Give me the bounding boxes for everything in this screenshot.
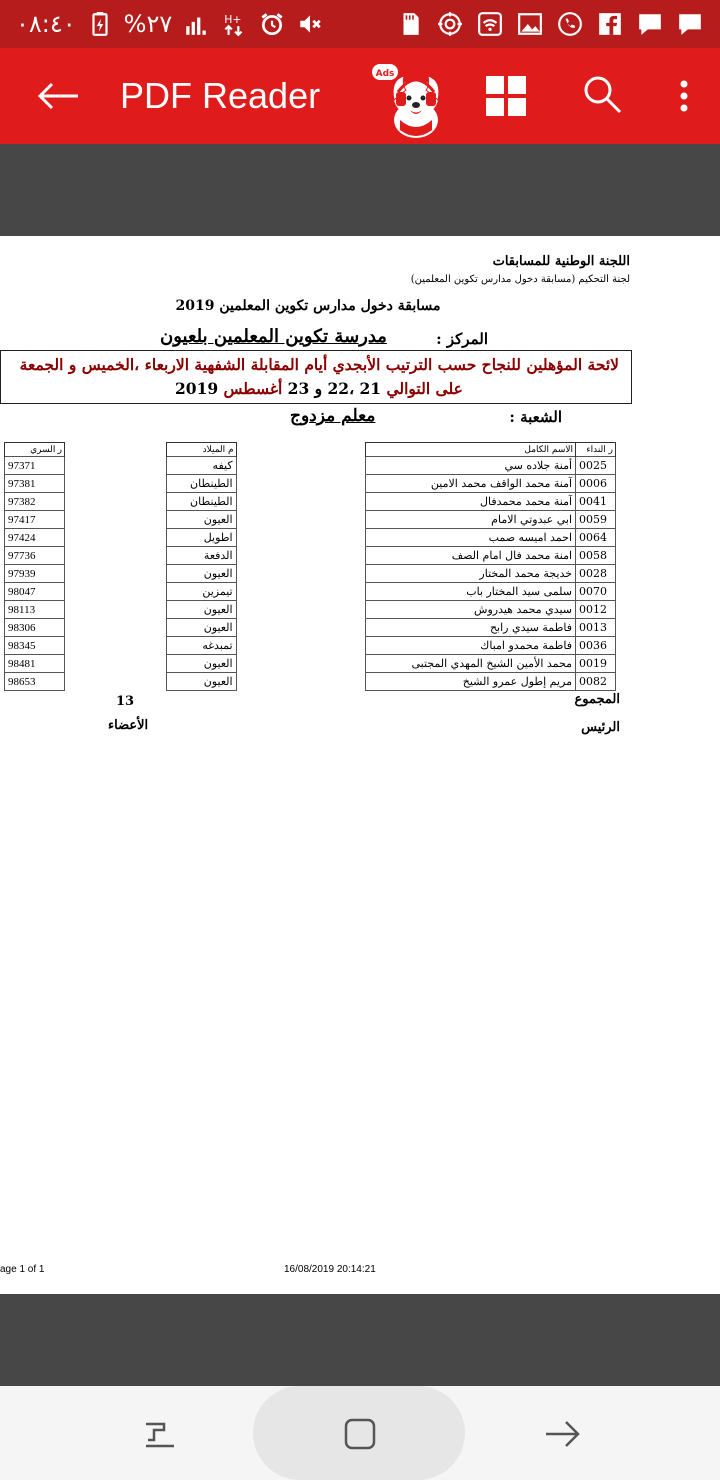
cell-full-name: فاطمة محمدو امباك	[366, 637, 576, 655]
cell-birthplace: العيون	[166, 673, 236, 691]
header-call-no: ر النداء	[576, 443, 616, 457]
cell-birthplace: العيون	[166, 619, 236, 637]
org-subtitle: لجنة التحكيم (مسابقة دخول مدارس تكوين المعلمين)	[410, 274, 630, 285]
cell-gap	[64, 493, 166, 511]
cell-birthplace: تمبدغه	[166, 637, 236, 655]
cell-secret-no: 97424	[5, 529, 65, 547]
cell-gap	[64, 547, 166, 565]
cell-gap	[64, 637, 166, 655]
cell-call-no: 0013	[576, 619, 616, 637]
cell-gap	[236, 565, 366, 583]
cell-birthplace: الدفعة	[166, 547, 236, 565]
cell-gap	[236, 655, 366, 673]
cell-gap	[64, 457, 166, 475]
status-bar	[0, 0, 720, 48]
table-row	[5, 511, 616, 529]
ads-label: Ads	[375, 69, 395, 79]
header-full-name: الاسم الكامل	[366, 443, 576, 457]
cell-secret-no: 98306	[5, 619, 65, 637]
sd-card-icon	[396, 10, 424, 38]
president-label: الرئيس	[581, 720, 620, 735]
table-row	[5, 565, 616, 583]
recent-apps-button[interactable]	[138, 1412, 182, 1456]
cell-gap	[236, 457, 366, 475]
header-secret-no: ر السري	[5, 443, 65, 457]
competition-title: مسابقة دخول مدارس تكوين المعلمين 2019	[175, 298, 441, 314]
cell-call-no: 0028	[576, 565, 616, 583]
cell-birthplace: كيفه	[166, 457, 236, 475]
location-icon	[436, 10, 464, 38]
battery-icon	[86, 10, 114, 38]
org-name: اللجنة الوطنية للمسابقات	[492, 254, 630, 269]
table-row	[5, 529, 616, 547]
total-label: المجموع	[574, 692, 620, 707]
signal-icon	[182, 10, 210, 38]
results-table	[4, 442, 616, 691]
cell-gap	[64, 601, 166, 619]
cell-secret-no: 98047	[5, 583, 65, 601]
message-icon	[636, 10, 664, 38]
cell-gap	[64, 655, 166, 673]
cell-secret-no: 98653	[5, 673, 65, 691]
cell-secret-no: 98113	[5, 601, 65, 619]
cell-gap	[64, 583, 166, 601]
center-value: مدرسة تكوين المعلمين بلعيون	[160, 326, 387, 347]
cell-gap	[236, 601, 366, 619]
cell-birthplace: اطويل	[166, 529, 236, 547]
notice-year: 2019	[175, 379, 219, 398]
notice-days: 21 ،22 و 23	[287, 379, 382, 398]
table-row	[5, 673, 616, 691]
back-icon	[540, 1412, 584, 1456]
cell-full-name: أمنة جلاده سي	[366, 457, 576, 475]
cell-gap	[236, 583, 366, 601]
cell-full-name: سلمى سيد المختار باب	[366, 583, 576, 601]
message-icon	[676, 10, 704, 38]
table-row	[5, 547, 616, 565]
arrow-left-icon	[36, 81, 80, 111]
cell-call-no: 0019	[576, 655, 616, 673]
cell-gap	[64, 511, 166, 529]
cell-full-name: محمد الأمين الشيخ المهدي المجتبى	[366, 655, 576, 673]
cell-gap	[236, 475, 366, 493]
back-arrow-button[interactable]	[30, 72, 86, 120]
header-gap	[236, 443, 366, 457]
cell-secret-no: 98481	[5, 655, 65, 673]
cell-secret-no: 97382	[5, 493, 65, 511]
cell-call-no: 0036	[576, 637, 616, 655]
results-table-wrap	[4, 442, 616, 691]
search-button[interactable]	[578, 70, 626, 118]
cell-gap	[236, 511, 366, 529]
cell-birthplace: العيون	[166, 601, 236, 619]
status-left	[16, 0, 324, 48]
cell-gap	[64, 619, 166, 637]
table-row	[5, 655, 616, 673]
center-label: المركز :	[436, 330, 488, 348]
notice-line-2	[175, 379, 463, 398]
cell-gap	[236, 637, 366, 655]
cell-gap	[236, 547, 366, 565]
app-bar	[0, 48, 720, 144]
branch-value: معلم مزدوج	[290, 406, 376, 426]
cell-secret-no: 97381	[5, 475, 65, 493]
cell-full-name: آمنة محمد محمدفال	[366, 493, 576, 511]
footer-datetime: 16/08/2019 20:14:21	[284, 1264, 376, 1275]
status-right	[396, 0, 704, 48]
table-row	[5, 493, 616, 511]
cell-full-name: ابي عبدوتي الامام	[366, 511, 576, 529]
header-gap	[64, 443, 166, 457]
table-header-row	[5, 443, 616, 457]
recent-apps-icon	[138, 1412, 182, 1456]
search-icon	[578, 70, 626, 118]
cell-secret-no: 97736	[5, 547, 65, 565]
members-label: الأعضاء	[108, 718, 149, 733]
cell-full-name: فاطمة سيدي رابح	[366, 619, 576, 637]
cell-gap	[236, 619, 366, 637]
system-nav-bar	[0, 1386, 720, 1480]
cell-birthplace: تيمزين	[166, 583, 236, 601]
cell-birthplace: العيون	[166, 511, 236, 529]
table-row	[5, 583, 616, 601]
cell-gap	[236, 529, 366, 547]
notice-line-1: لائحة المؤهلين للنجاح حسب الترتيب الأبجدي أيام المقابلة الشفهية الاربعاء ،الخميس و الجمعة	[19, 355, 619, 374]
notice-month: أغسطس	[218, 379, 288, 398]
cell-full-name: خديجة محمد المختار	[366, 565, 576, 583]
cell-call-no: 0070	[576, 583, 616, 601]
viewer-background-top	[0, 144, 720, 236]
cell-birthplace: الطينطان	[166, 493, 236, 511]
cell-gap	[236, 673, 366, 691]
cell-full-name: سيدي محمد هيدروش	[366, 601, 576, 619]
footer-page-number: age 1 of 1	[0, 1264, 45, 1275]
home-icon	[338, 1412, 382, 1456]
grid-icon	[484, 74, 528, 118]
cell-secret-no: 97371	[5, 457, 65, 475]
cell-gap	[236, 493, 366, 511]
branch-label: الشعبة :	[509, 408, 562, 426]
ads-mascot-icon	[370, 60, 454, 144]
app-title: PDF Reader	[120, 75, 321, 116]
table-row	[5, 637, 616, 655]
notice-prefix: على التوالي	[381, 379, 463, 398]
battery-percent: %٢٧	[123, 10, 173, 38]
cell-call-no: 0006	[576, 475, 616, 493]
table-row	[5, 601, 616, 619]
cell-secret-no: 97939	[5, 565, 65, 583]
phone-icon	[556, 10, 584, 38]
grid-view-button[interactable]	[484, 74, 528, 118]
alarm-icon	[258, 10, 286, 38]
svg-text:H+: H+	[224, 12, 242, 26]
cell-call-no: 0058	[576, 547, 616, 565]
cell-gap	[64, 529, 166, 547]
cell-secret-no: 98345	[5, 637, 65, 655]
ads-mascot-button[interactable]	[370, 60, 454, 144]
image-icon	[516, 10, 544, 38]
wifi-icon	[476, 10, 504, 38]
cell-secret-no: 97417	[5, 511, 65, 529]
table-row	[5, 475, 616, 493]
cell-birthplace: العيون	[166, 565, 236, 583]
home-button[interactable]	[338, 1412, 382, 1456]
data-arrows-icon	[220, 10, 248, 38]
mute-icon	[296, 10, 324, 38]
facebook-icon	[596, 10, 624, 38]
cell-birthplace: الطينطان	[166, 475, 236, 493]
clock: ٠٨:٤٠	[16, 10, 76, 38]
cell-full-name: آمنة محمد الواقف محمد الامين	[366, 475, 576, 493]
cell-gap	[64, 673, 166, 691]
more-options-button[interactable]	[664, 72, 704, 120]
cell-gap	[64, 565, 166, 583]
pdf-page[interactable]	[0, 236, 720, 1294]
notice-box	[0, 350, 632, 404]
cell-call-no: 0025	[576, 457, 616, 475]
more-vert-icon	[664, 72, 704, 120]
cell-call-no: 0012	[576, 601, 616, 619]
cell-full-name: امنة محمد فال امام الصف	[366, 547, 576, 565]
header-birthplace: م الميلاد	[166, 443, 236, 457]
cell-call-no: 0082	[576, 673, 616, 691]
total-value: 13	[116, 694, 135, 709]
cell-full-name: مريم إطول عمرو الشيخ	[366, 673, 576, 691]
cell-birthplace: العيون	[166, 655, 236, 673]
cell-call-no: 0041	[576, 493, 616, 511]
cell-full-name: احمد اميسه صمب	[366, 529, 576, 547]
table-row	[5, 457, 616, 475]
cell-call-no: 0064	[576, 529, 616, 547]
back-button[interactable]	[540, 1412, 584, 1456]
cell-gap	[64, 475, 166, 493]
viewer-background-bottom	[0, 1294, 720, 1386]
table-row	[5, 619, 616, 637]
cell-call-no: 0059	[576, 511, 616, 529]
